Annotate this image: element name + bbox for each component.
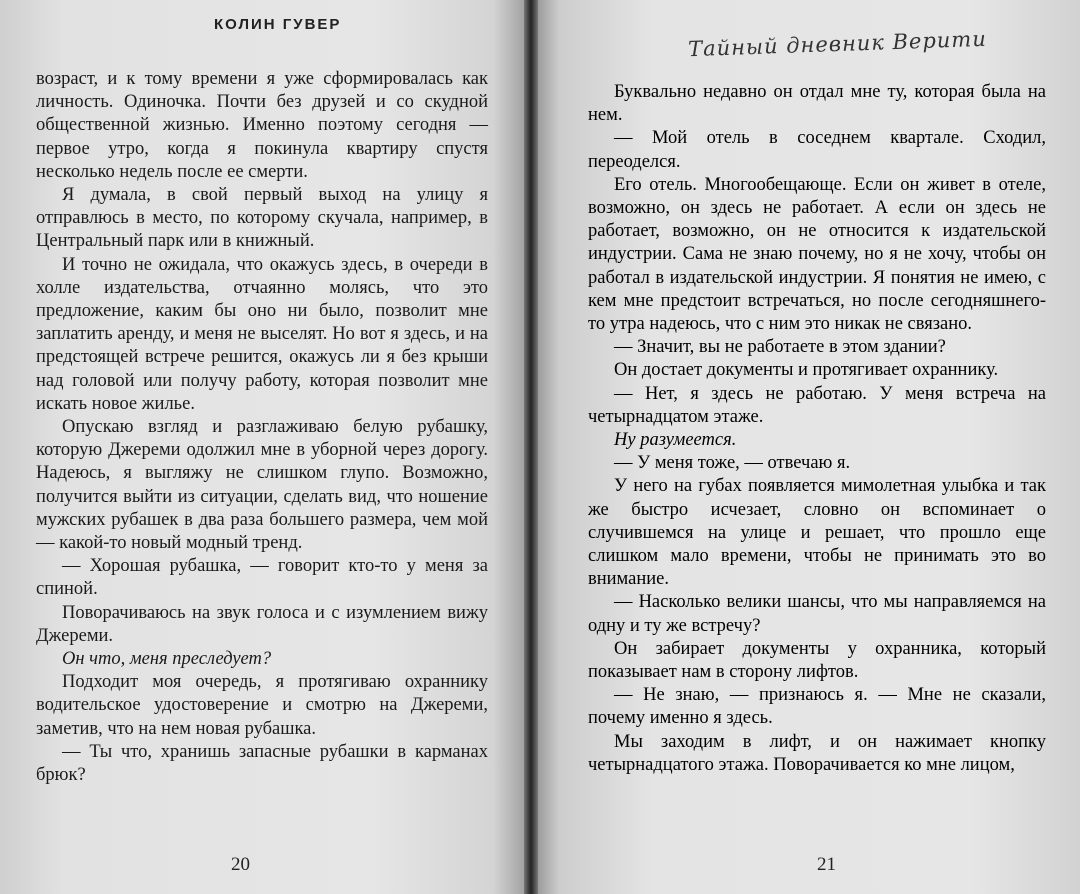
running-head-author: КОЛИН ГУВЕР: [214, 16, 342, 33]
page-number-right: 21: [817, 854, 836, 875]
paragraph: — Не знаю, — признаюсь я. — Мне не сказали, почему именно я здесь.: [588, 685, 1046, 729]
paragraph: — Нет, я здесь не работаю. У меня встреча на четырнадцатом этаже.: [588, 383, 1046, 427]
paragraph: — Насколько велики шансы, что мы направляемся на одну и ту же встречу?: [588, 592, 1046, 636]
paragraph-italic: Ну разумеется.: [614, 430, 737, 451]
paragraph: — Мой отель в соседнем квартале. Сходил, переоделся.: [588, 128, 1046, 172]
paragraph: — Значит, вы не работаете в этом здании?: [614, 337, 946, 358]
paragraph: Я думала, в свой первый выход на улицу я отправлюсь в место, по которому скучала, например, в Центральный парк или в книжный.: [36, 185, 488, 252]
left-page-body: [36, 68, 488, 787]
book-gutter: [524, 0, 538, 894]
paragraph: У него на губах появляется мимолетная улыбка и так же быстро исчезает, словно он вспоминает о случившемся на улице и решает, что прошло еще слишком мало времени, чтобы не принимать это во внимание.: [588, 476, 1046, 590]
page-number-left: 20: [231, 854, 250, 875]
paragraph: — Ты что, хранишь запасные рубашки в карманах брюк?: [36, 741, 488, 786]
paragraph: Его отель. Многообещающе. Если он живет в отеле, возможно, он здесь не работает. А если он здесь не работает, возможно, он не относится к издательской индустрии. Сама не знаю почему, но я не хочу, чтобы он работал в издательской индустрии. Я понятия не имею, с кем мне предстоит встречаться, но после сегодняшнего-то утра надеюсь, что с ним это никак не связано.: [588, 174, 1046, 335]
paragraph: возраст, и к тому времени я уже сформировалась как личность. Одиночка. Почти без друзей и со скудной общественной жизнью. Именно поэтому сегодня — первое утро, когда я покинула квартиру спустя несколько недель после ее смерти.: [36, 69, 488, 182]
paragraph: Подходит моя очередь, я протягиваю охраннику водительское удостоверение и смотрю на Джереми, заметив, что на нем новая рубашка.: [36, 672, 488, 739]
running-head-title: Тайный дневник Верити: [687, 26, 988, 62]
paragraph: Он достает документы и протягивает охраннику.: [614, 360, 999, 381]
paragraph: — Хорошая рубашка, — говорит кто-то у меня за спиной.: [36, 556, 488, 600]
paragraph: — У меня тоже, — отвечаю я.: [614, 453, 851, 474]
left-page: [0, 0, 530, 894]
paragraph: И точно не ожидала, что окажусь здесь, в очереди в холле издательства, отчаянно молясь, что это предложение, каким бы оно ни было, позволит мне заплатить аренду, и меня не выселят. Но вот я здесь, и на предстоящей встрече решится, окажусь ли я без крыши над головой или получу работу, которая позволит мне искать новое жилье.: [36, 254, 488, 414]
paragraph-italic: Он что, меня преследует?: [62, 649, 272, 670]
paragraph: Опускаю взгляд и разглаживаю белую рубашку, которую Джереми одолжил мне в уборной через дорогу. Надеюсь, я выгляжу не слишком глупо. Возможно, получится выйти из ситуации, сделать вид, что ношение мужских рубашек в два раза большего размера, чем мой — какой-то новый модный тренд.: [36, 417, 488, 554]
right-page-body: [588, 81, 1046, 777]
paragraph: Поворачиваюсь на звук голоса и с изумлением вижу Джереми.: [36, 602, 488, 646]
paragraph: Буквально недавно он отдал мне ту, которая была на нем.: [588, 82, 1046, 126]
paragraph: Мы заходим в лифт, и он нажимает кнопку четырнадцатого этажа. Поворачивается ко мне лицом,: [588, 731, 1046, 775]
paragraph: Он забирает документы у охранника, который показывает нам в сторону лифтов.: [588, 638, 1046, 683]
